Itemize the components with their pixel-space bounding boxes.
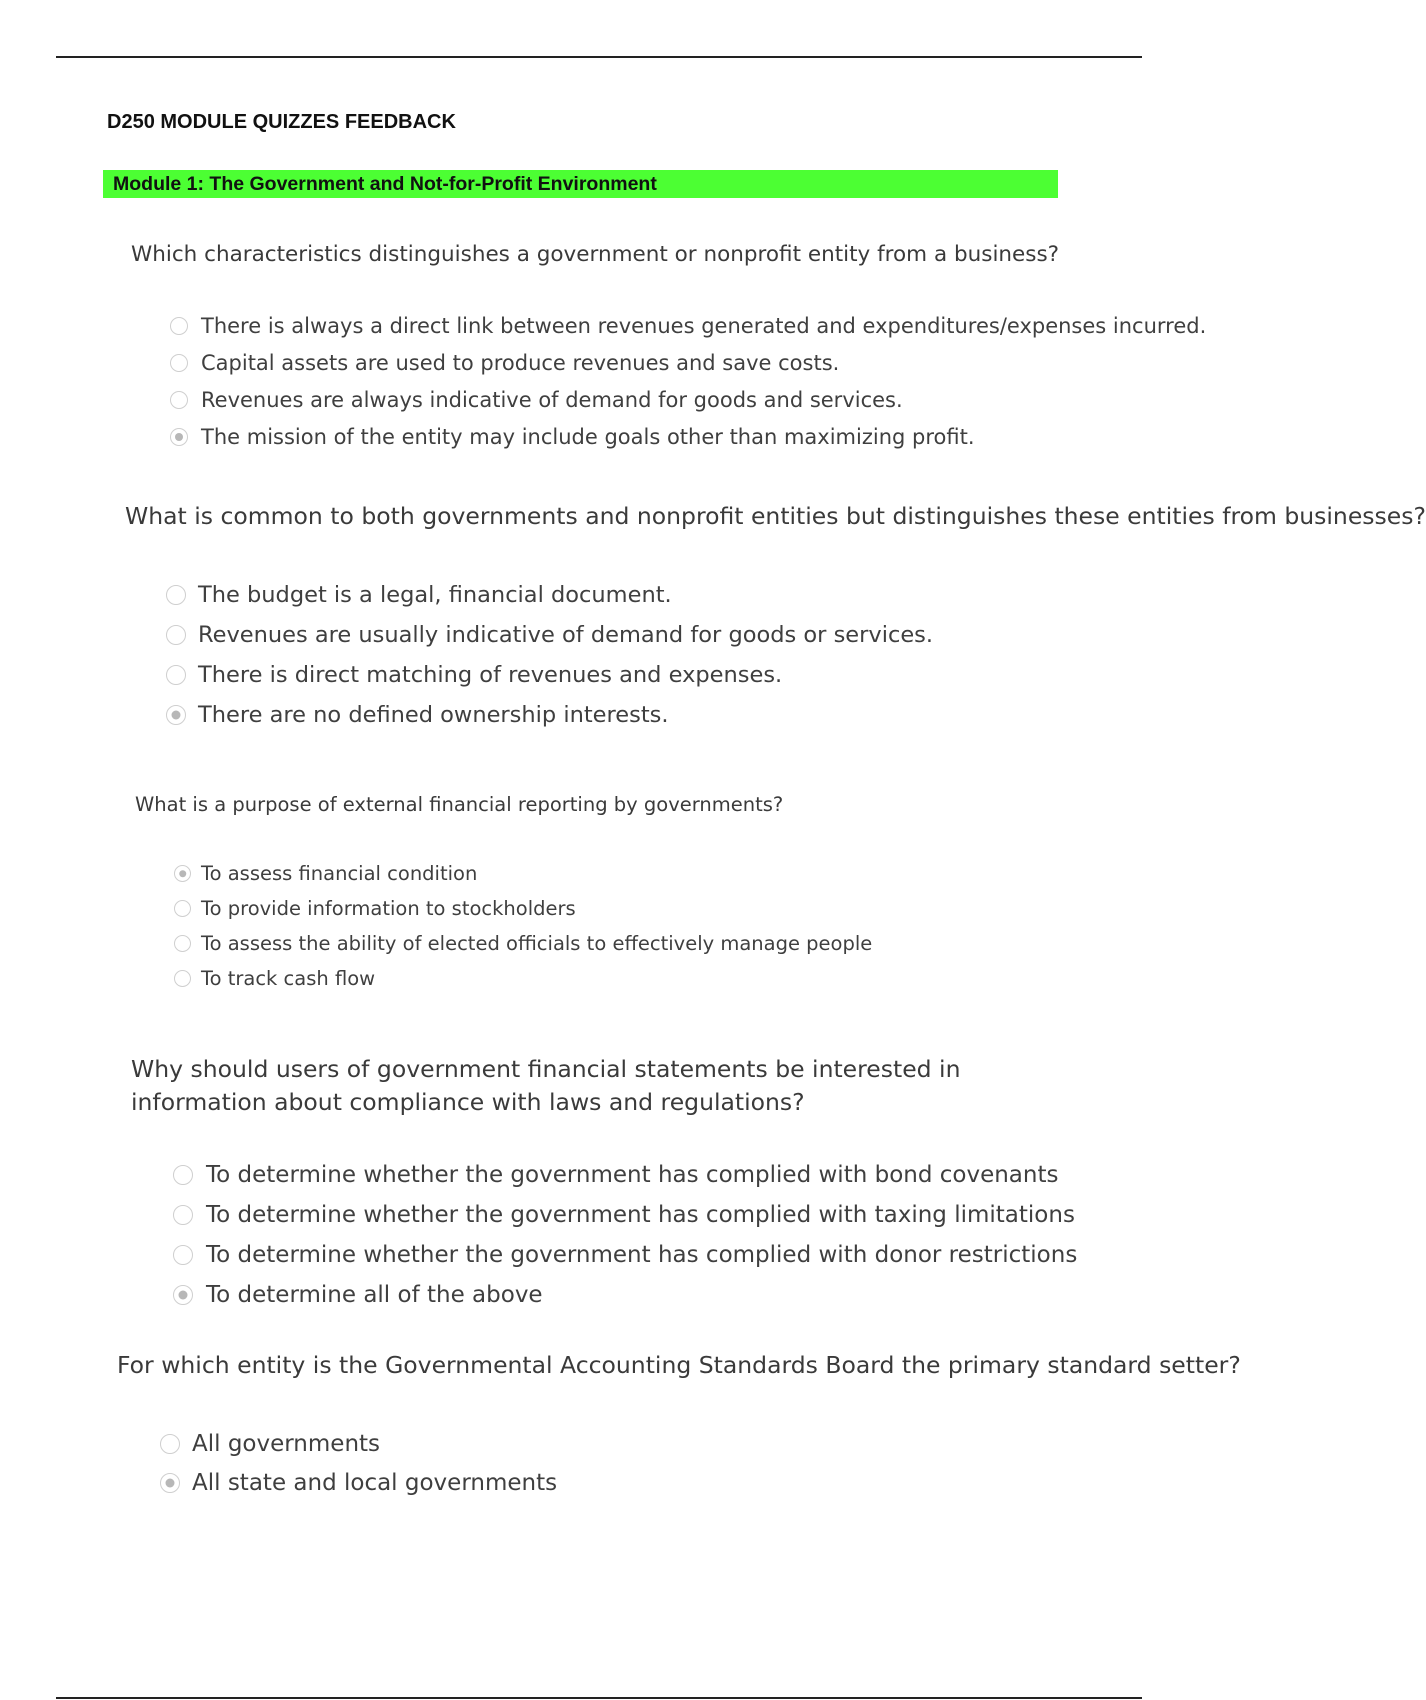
- radio-unselected-icon[interactable]: [170, 354, 188, 372]
- radio-selected-icon[interactable]: [170, 428, 188, 446]
- option-label: There are no defined ownership interests.: [198, 702, 669, 728]
- radio-unselected-icon[interactable]: [174, 935, 191, 952]
- radio-selected-icon[interactable]: [173, 1285, 193, 1305]
- answer-option[interactable]: [174, 967, 375, 990]
- radio-unselected-icon[interactable]: [173, 1205, 193, 1225]
- option-label: To assess financial condition: [201, 862, 478, 885]
- answer-option[interactable]: [170, 314, 1206, 338]
- question-text: Which characteristics distinguishes a government or nonprofit entity from a business?: [131, 242, 1060, 267]
- answer-option[interactable]: [160, 1470, 557, 1496]
- radio-selected-icon[interactable]: [166, 705, 186, 725]
- option-label: To determine whether the government has complied with donor restrictions: [206, 1242, 1078, 1268]
- radio-unselected-icon[interactable]: [174, 970, 191, 987]
- bottom-rule: [56, 1697, 1142, 1699]
- radio-unselected-icon[interactable]: [173, 1245, 193, 1265]
- option-label: To provide information to stockholders: [201, 897, 576, 920]
- answer-option[interactable]: [174, 932, 872, 955]
- radio-unselected-icon[interactable]: [166, 625, 186, 645]
- option-label: Revenues are always indicative of demand for goods and services.: [201, 388, 903, 412]
- answer-option[interactable]: [166, 582, 672, 608]
- question-block-2: [0, 498, 1426, 738]
- radio-unselected-icon[interactable]: [170, 391, 188, 409]
- option-label: There is direct matching of revenues and expenses.: [198, 662, 783, 688]
- answer-option[interactable]: [173, 1162, 1058, 1188]
- document-title: D250 MODULE QUIZZES FEEDBACK: [107, 111, 456, 133]
- radio-unselected-icon[interactable]: [166, 665, 186, 685]
- question-block-5: [0, 1347, 1241, 1496]
- option-label: The budget is a legal, financial document.: [198, 582, 672, 608]
- option-label: There is always a direct link between revenues generated and expenditures/expenses incurred.: [201, 314, 1207, 338]
- option-label: Capital assets are used to produce revenues and save costs.: [201, 351, 840, 375]
- answer-option[interactable]: [170, 388, 903, 412]
- answer-option[interactable]: [173, 1282, 543, 1308]
- option-label: To track cash flow: [201, 967, 376, 990]
- radio-unselected-icon[interactable]: [174, 900, 191, 917]
- question-text: Why should users of government financial statements be interested in information about compliance with laws and regulations?: [131, 1055, 961, 1116]
- answer-option[interactable]: [173, 1202, 1075, 1228]
- top-rule: [56, 56, 1142, 58]
- question-block-3: [0, 788, 1058, 998]
- question-text: What is common to both governments and nonprofit entities but distinguishes these entities from businesses?: [125, 502, 1426, 530]
- option-label: Revenues are usually indicative of demand for goods or services.: [198, 622, 934, 648]
- answer-option[interactable]: [173, 1242, 1077, 1268]
- radio-unselected-icon[interactable]: [173, 1165, 193, 1185]
- module-heading-banner: [103, 170, 1058, 198]
- answer-option[interactable]: [170, 425, 975, 449]
- radio-unselected-icon[interactable]: [170, 317, 188, 335]
- radio-selected-icon[interactable]: [174, 865, 191, 882]
- answer-option[interactable]: [174, 862, 477, 885]
- option-label: All governments: [192, 1431, 381, 1457]
- answer-option[interactable]: [166, 702, 669, 728]
- option-label: To determine whether the government has complied with taxing limitations: [206, 1202, 1075, 1228]
- question-text: For which entity is the Governmental Accounting Standards Board the primary standard setter?: [117, 1351, 1241, 1379]
- option-label: To assess the ability of elected officials to effectively manage people: [201, 932, 873, 955]
- option-label: The mission of the entity may include goals other than maximizing profit.: [201, 425, 975, 449]
- module-heading: Module 1: The Government and Not-for-Profit Environment: [113, 173, 657, 195]
- answer-option[interactable]: [166, 622, 933, 648]
- radio-unselected-icon[interactable]: [160, 1434, 180, 1454]
- option-label: To determine all of the above: [206, 1282, 543, 1308]
- answer-option[interactable]: [160, 1431, 380, 1457]
- option-label: To determine whether the government has complied with bond covenants: [206, 1162, 1059, 1188]
- answer-option[interactable]: [174, 897, 576, 920]
- option-label: All state and local governments: [192, 1470, 558, 1496]
- answer-option[interactable]: [170, 351, 839, 375]
- question-text: What is a purpose of external financial reporting by governments?: [135, 793, 784, 816]
- radio-unselected-icon[interactable]: [166, 585, 186, 605]
- answer-option[interactable]: [166, 662, 782, 688]
- radio-selected-icon[interactable]: [160, 1473, 180, 1493]
- question-block-4: [0, 1050, 1078, 1312]
- question-block-1: [0, 235, 1207, 455]
